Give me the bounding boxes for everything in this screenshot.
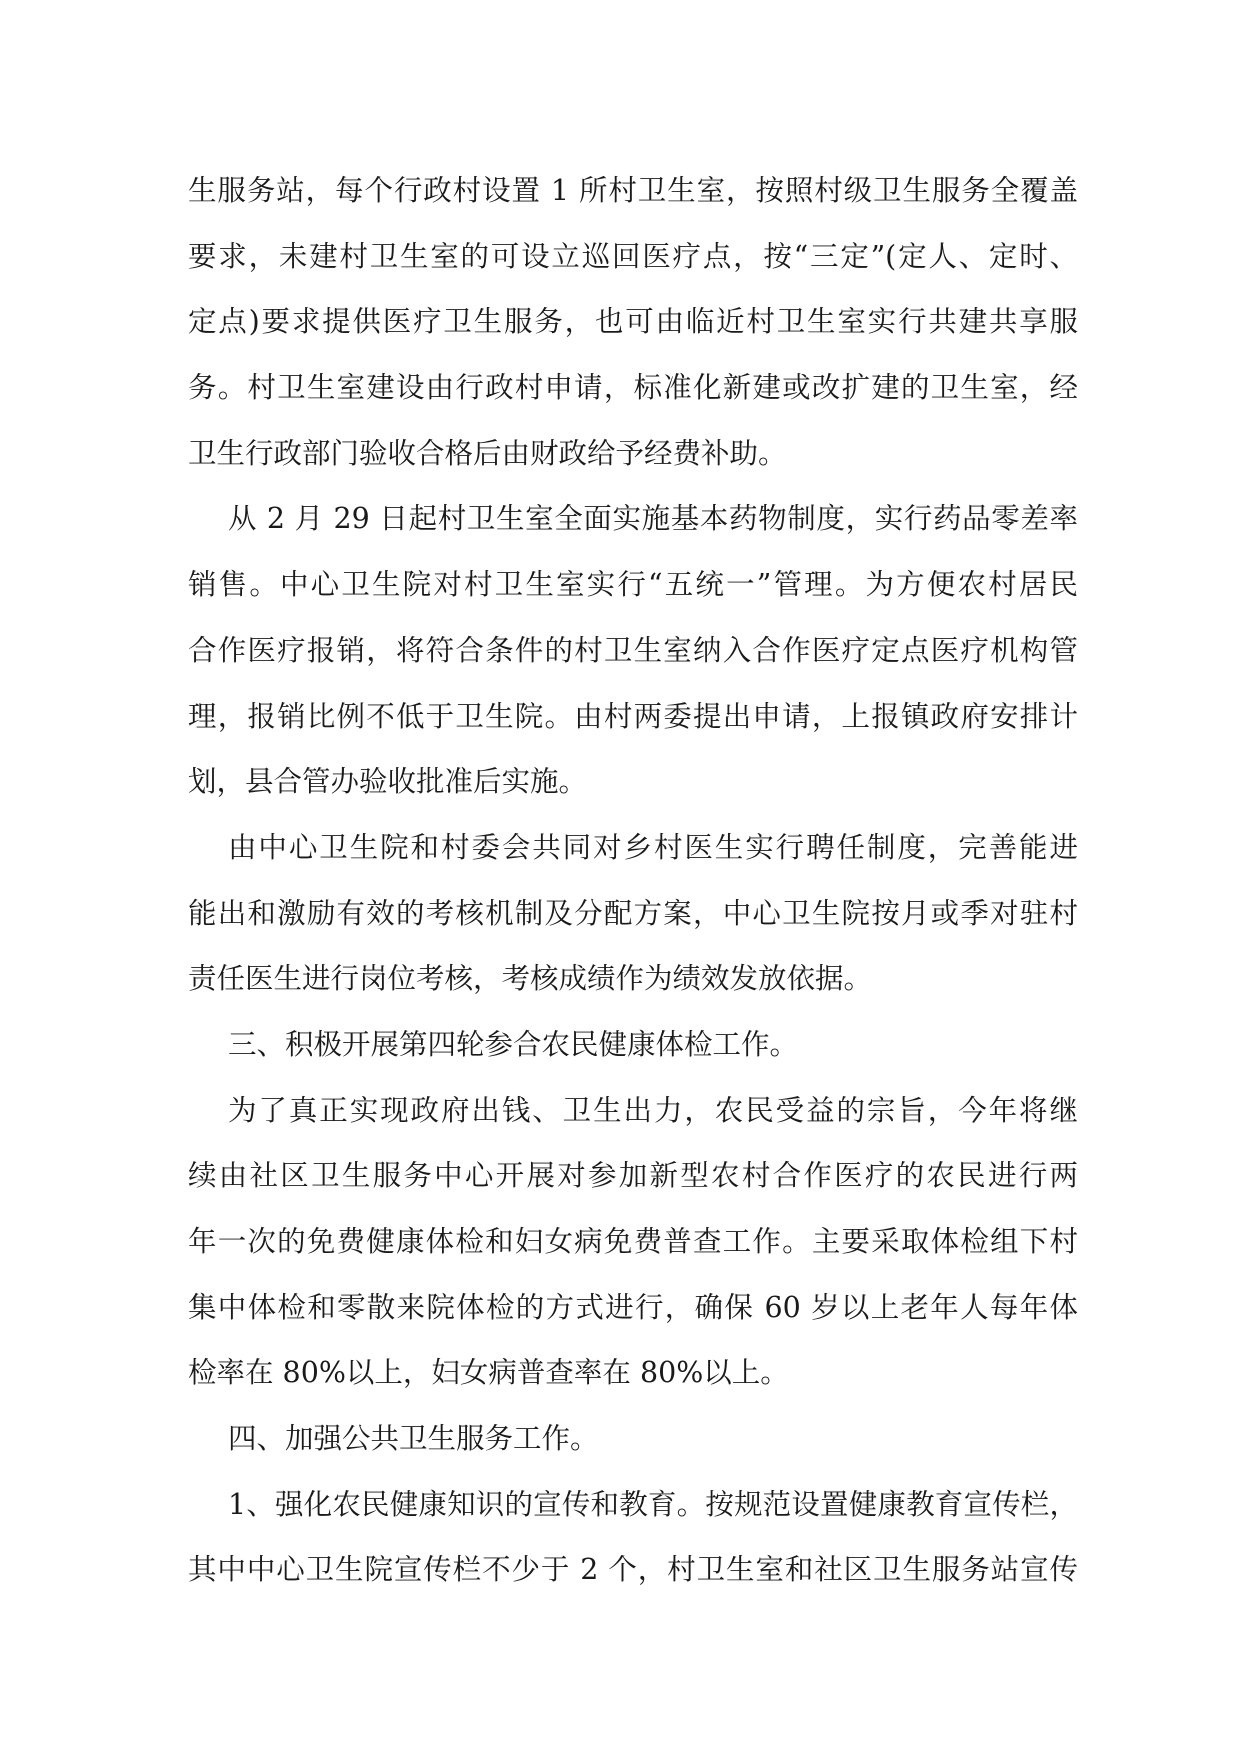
paragraph-doctor-appointment (188, 815, 1078, 1012)
section-heading: 三、积极开展第四轮参合农民健康体检工作。 (228, 1027, 799, 1061)
text-line: 划，县合管办验收批准后实施。 (188, 765, 588, 799)
section-heading: 四、加强公共卫生服务工作。 (228, 1422, 599, 1456)
text-line: 1、强化农民健康知识的宣传和教育。按规范设置健康教育宣传栏， (228, 1487, 1078, 1521)
section-heading-public-health (188, 1406, 1078, 1472)
paragraph-health-checkup (188, 1078, 1078, 1406)
section-heading-health-checkup (188, 1012, 1078, 1078)
text-line: 合作医疗报销，将符合条件的村卫生室纳入合作医疗定点医疗机构管 (188, 633, 1078, 667)
text-line: 定点)要求提供医疗卫生服务，也可由临近村卫生室实行共建共享服 (188, 305, 1078, 339)
text-line: 能出和激励有效的考核机制及分配方案，中心卫生院按月或季对驻村 (188, 896, 1078, 930)
text-line: 从 2 月 29 日起村卫生室全面实施基本药物制度，实行药品零差率 (228, 502, 1078, 536)
text-line: 卫生行政部门验收合格后由财政给予经费补助。 (188, 436, 787, 470)
document-body (188, 158, 1078, 1603)
text-line: 年一次的免费健康体检和妇女病免费普查工作。主要采取体检组下村 (188, 1225, 1078, 1258)
text-line: 销售。中心卫生院对村卫生室实行“五统一”管理。为方便农村居民 (188, 568, 1078, 602)
paragraph-village-clinic-setup (188, 158, 1078, 486)
text-line: 集中体检和零散来院体检的方式进行，确保 60 岁以上老年人每年体 (188, 1290, 1078, 1324)
paragraph-health-education (188, 1472, 1078, 1603)
text-line: 检率在 80%以上，妇女病普查率在 80%以上。 (188, 1356, 789, 1390)
text-line: 由中心卫生院和村委会共同对乡村医生实行聘任制度，完善能进 (228, 830, 1078, 864)
text-line: 理，报销比例不低于卫生院。由村两委提出申请，上报镇政府安排计 (188, 699, 1078, 733)
text-line: 责任医生进行岗位考核，考核成绩作为绩效发放依据。 (188, 962, 873, 996)
text-line: 其中中心卫生院宣传栏不少于 2 个，村卫生室和社区卫生服务站宣传 (188, 1553, 1078, 1587)
text-line: 务。村卫生室建设由行政村申请，标准化新建或改扩建的卫生室，经 (188, 371, 1078, 405)
text-line: 续由社区卫生服务中心开展对参加新型农村合作医疗的农民进行两 (188, 1159, 1078, 1193)
paragraph-essential-drugs (188, 486, 1078, 814)
text-line: 生服务站，每个行政村设置 1 所村卫生室，按照村级卫生服务全覆盖 (188, 174, 1078, 207)
text-line: 要求，未建村卫生室的可设立巡回医疗点，按“三定”(定人、定时、 (188, 239, 1078, 273)
text-line: 为了真正实现政府出钱、卫生出力，农民受益的宗旨，今年将继 (228, 1093, 1078, 1127)
